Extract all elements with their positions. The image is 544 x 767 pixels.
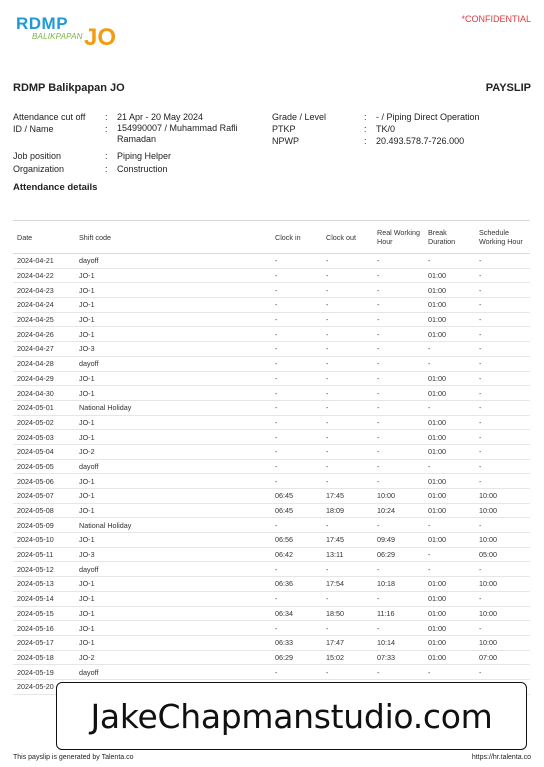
table-cell: 01:00 bbox=[424, 415, 475, 430]
table-cell: 01:00 bbox=[424, 444, 475, 459]
table-cell: - bbox=[373, 591, 424, 606]
table-cell: 2024-05-20 bbox=[13, 679, 75, 694]
table-cell: 2024-04-29 bbox=[13, 371, 75, 386]
table-cell: 2024-04-24 bbox=[13, 298, 75, 313]
table-cell: JO-1 bbox=[75, 577, 271, 592]
logo-text-rdmp: RDMP bbox=[16, 14, 69, 33]
table-cell: JO-1 bbox=[75, 327, 271, 342]
table-cell: 10:00 bbox=[475, 503, 530, 518]
table-cell: JO-1 bbox=[75, 503, 271, 518]
column-header: Clock in bbox=[271, 221, 322, 254]
ptkp-label: PTKP bbox=[272, 124, 296, 134]
table-cell: 01:00 bbox=[424, 635, 475, 650]
table-cell: 2024-05-14 bbox=[13, 591, 75, 606]
table-cell: - bbox=[475, 621, 530, 636]
table-cell: JO-1 bbox=[75, 621, 271, 636]
table-cell: - bbox=[424, 400, 475, 415]
table-cell: - bbox=[475, 386, 530, 401]
table-cell: - bbox=[271, 591, 322, 606]
table-cell: dayoff bbox=[75, 254, 271, 269]
table-cell: - bbox=[271, 342, 322, 357]
colon: : bbox=[105, 112, 108, 122]
table-row bbox=[13, 298, 530, 313]
table-cell: - bbox=[475, 430, 530, 445]
table-cell: - bbox=[373, 518, 424, 533]
table-cell: - bbox=[271, 415, 322, 430]
table-cell: - bbox=[322, 327, 373, 342]
table-cell: - bbox=[424, 254, 475, 269]
table-cell: 10:18 bbox=[373, 577, 424, 592]
table-cell: National Holiday bbox=[75, 400, 271, 415]
table-cell: - bbox=[475, 312, 530, 327]
table-cell: JO-1 bbox=[75, 430, 271, 445]
table-cell: 06:36 bbox=[271, 577, 322, 592]
id-row bbox=[13, 123, 273, 150]
table-cell: - bbox=[271, 327, 322, 342]
table-cell: 01:00 bbox=[424, 268, 475, 283]
table-cell: - bbox=[475, 400, 530, 415]
table-cell: - bbox=[373, 430, 424, 445]
id-value: 154990007 / Muhammad Rafli Ramadan bbox=[117, 123, 238, 144]
npwp-value: 20.493.578.7-726.000 bbox=[376, 136, 465, 146]
table-cell: dayoff bbox=[75, 562, 271, 577]
table-cell: - bbox=[373, 312, 424, 327]
grade-value: - / Piping Direct Operation bbox=[376, 112, 480, 122]
attendance-table-body bbox=[13, 254, 530, 695]
table-cell: - bbox=[322, 268, 373, 283]
logo-text-jo: JO bbox=[84, 24, 117, 51]
table-cell: - bbox=[424, 547, 475, 562]
org-value: Construction bbox=[117, 164, 168, 174]
table-cell: 10:14 bbox=[373, 635, 424, 650]
table-cell: - bbox=[475, 474, 530, 489]
table-cell: 10:00 bbox=[373, 489, 424, 504]
table-cell: 01:00 bbox=[424, 474, 475, 489]
table-cell: 06:45 bbox=[271, 489, 322, 504]
table-cell: - bbox=[271, 356, 322, 371]
table-cell: 2024-04-27 bbox=[13, 342, 75, 357]
table-cell: - bbox=[475, 591, 530, 606]
table-cell: JO-1 bbox=[75, 474, 271, 489]
table-cell: 2024-05-04 bbox=[13, 444, 75, 459]
table-cell: - bbox=[271, 444, 322, 459]
table-row bbox=[13, 489, 530, 504]
table-cell: 09:49 bbox=[373, 533, 424, 548]
table-row bbox=[13, 327, 530, 342]
table-cell: 10:24 bbox=[373, 503, 424, 518]
table-cell: - bbox=[322, 562, 373, 577]
table-cell: JO-1 bbox=[75, 533, 271, 548]
table-row bbox=[13, 503, 530, 518]
table-cell: - bbox=[322, 312, 373, 327]
logo-text-balikpapan: BALIKPAPAN bbox=[32, 32, 83, 41]
table-cell: 2024-05-06 bbox=[13, 474, 75, 489]
table-cell: - bbox=[424, 356, 475, 371]
table-row bbox=[13, 518, 530, 533]
table-cell: - bbox=[373, 562, 424, 577]
table-cell: 2024-04-23 bbox=[13, 283, 75, 298]
table-cell: - bbox=[271, 298, 322, 313]
table-cell: - bbox=[322, 386, 373, 401]
table-cell: - bbox=[373, 665, 424, 680]
table-cell: - bbox=[271, 621, 322, 636]
table-cell: JO-1 bbox=[75, 489, 271, 504]
table-row bbox=[13, 577, 530, 592]
table-row bbox=[13, 342, 530, 357]
table-cell: JO-1 bbox=[75, 386, 271, 401]
org-row bbox=[13, 163, 273, 175]
table-cell: 10:00 bbox=[475, 533, 530, 548]
table-cell: - bbox=[271, 371, 322, 386]
table-row bbox=[13, 533, 530, 548]
table-row bbox=[13, 665, 530, 680]
cutoff-row bbox=[13, 111, 273, 123]
table-cell: 18:50 bbox=[322, 606, 373, 621]
table-cell: - bbox=[424, 342, 475, 357]
table-cell: - bbox=[475, 459, 530, 474]
table-cell: - bbox=[475, 444, 530, 459]
table-cell: - bbox=[373, 444, 424, 459]
table-cell: dayoff bbox=[75, 459, 271, 474]
table-cell: - bbox=[322, 400, 373, 415]
table-cell: 01:00 bbox=[424, 430, 475, 445]
colon: : bbox=[364, 112, 367, 122]
table-cell: 07:33 bbox=[373, 650, 424, 665]
table-row bbox=[13, 591, 530, 606]
table-cell: - bbox=[373, 298, 424, 313]
table-cell: JO-2 bbox=[75, 444, 271, 459]
table-cell: 2024-05-19 bbox=[13, 665, 75, 680]
watermark-banner: JakeChapmanstudio.com bbox=[56, 682, 527, 750]
table-cell: 06:56 bbox=[271, 533, 322, 548]
table-row bbox=[13, 415, 530, 430]
table-row bbox=[13, 547, 530, 562]
table-cell: JO-1 bbox=[75, 312, 271, 327]
table-cell: - bbox=[322, 518, 373, 533]
table-cell: 10:00 bbox=[475, 489, 530, 504]
table-cell: - bbox=[373, 459, 424, 474]
table-cell: - bbox=[475, 665, 530, 680]
table-cell: 06:33 bbox=[271, 635, 322, 650]
table-cell: - bbox=[322, 298, 373, 313]
table-cell: - bbox=[322, 371, 373, 386]
table-cell: 2024-05-03 bbox=[13, 430, 75, 445]
table-cell: 11:16 bbox=[373, 606, 424, 621]
table-cell: - bbox=[373, 356, 424, 371]
position-value: Piping Helper bbox=[117, 151, 172, 161]
table-cell: - bbox=[475, 356, 530, 371]
table-cell: 01:00 bbox=[424, 283, 475, 298]
table-cell: 10:00 bbox=[475, 577, 530, 592]
colon: : bbox=[105, 164, 108, 174]
table-cell: - bbox=[475, 298, 530, 313]
table-cell: 01:00 bbox=[424, 577, 475, 592]
table-row bbox=[13, 371, 530, 386]
table-row bbox=[13, 606, 530, 621]
table-cell: 01:00 bbox=[424, 621, 475, 636]
table-cell: - bbox=[475, 562, 530, 577]
table-cell: - bbox=[373, 386, 424, 401]
document-type: PAYSLIP bbox=[485, 82, 531, 94]
table-cell: - bbox=[373, 415, 424, 430]
table-cell: 17:54 bbox=[322, 577, 373, 592]
position-row bbox=[13, 150, 273, 162]
ptkp-value: TK/0 bbox=[376, 124, 396, 134]
table-cell: - bbox=[424, 518, 475, 533]
table-cell: - bbox=[373, 371, 424, 386]
table-cell: dayoff bbox=[75, 665, 271, 680]
table-cell: 2024-05-17 bbox=[13, 635, 75, 650]
table-cell: 06:34 bbox=[271, 606, 322, 621]
table-cell: 2024-05-18 bbox=[13, 650, 75, 665]
confidential-label: *CONFIDENTIAL bbox=[461, 14, 531, 24]
table-cell: JO-3 bbox=[75, 547, 271, 562]
table-cell: JO-1 bbox=[75, 415, 271, 430]
table-cell: - bbox=[475, 371, 530, 386]
table-cell: 2024-04-26 bbox=[13, 327, 75, 342]
table-cell: - bbox=[475, 254, 530, 269]
table-cell: 2024-05-05 bbox=[13, 459, 75, 474]
npwp-label: NPWP bbox=[272, 136, 299, 146]
table-cell: - bbox=[373, 283, 424, 298]
table-cell: 2024-04-30 bbox=[13, 386, 75, 401]
table-cell: 2024-04-22 bbox=[13, 268, 75, 283]
table-cell: 06:29 bbox=[271, 650, 322, 665]
table-cell: - bbox=[322, 356, 373, 371]
grade-row bbox=[272, 111, 532, 123]
table-cell: - bbox=[271, 665, 322, 680]
table-cell: 17:45 bbox=[322, 489, 373, 504]
table-cell: 01:00 bbox=[424, 386, 475, 401]
table-cell: 17:45 bbox=[322, 533, 373, 548]
table-cell: - bbox=[271, 283, 322, 298]
table-cell: 2024-05-08 bbox=[13, 503, 75, 518]
table-cell: 2024-05-13 bbox=[13, 577, 75, 592]
table-cell: - bbox=[424, 562, 475, 577]
column-header: Clock out bbox=[322, 221, 373, 254]
table-cell: 01:00 bbox=[424, 312, 475, 327]
cutoff-value: 21 Apr - 20 May 2024 bbox=[117, 112, 204, 122]
column-header: Shift code bbox=[75, 221, 271, 254]
table-cell: 2024-05-09 bbox=[13, 518, 75, 533]
table-row bbox=[13, 254, 530, 269]
table-cell: - bbox=[373, 621, 424, 636]
colon: : bbox=[364, 136, 367, 146]
table-row bbox=[13, 474, 530, 489]
table-cell: - bbox=[322, 430, 373, 445]
table-cell: - bbox=[271, 562, 322, 577]
grade-label: Grade / Level bbox=[272, 112, 327, 122]
table-row bbox=[13, 621, 530, 636]
table-cell: - bbox=[322, 459, 373, 474]
table-cell: - bbox=[322, 415, 373, 430]
table-cell: 01:00 bbox=[424, 489, 475, 504]
table-cell: 2024-04-28 bbox=[13, 356, 75, 371]
table-cell: - bbox=[322, 283, 373, 298]
position-label: Job position bbox=[13, 151, 62, 161]
employee-info-left bbox=[13, 111, 273, 175]
table-cell: 10:00 bbox=[475, 635, 530, 650]
column-header: Date bbox=[13, 221, 75, 254]
org-label: Organization bbox=[13, 164, 65, 174]
table-row bbox=[13, 400, 530, 415]
table-cell: - bbox=[373, 254, 424, 269]
table-cell: - bbox=[271, 430, 322, 445]
table-cell: - bbox=[322, 444, 373, 459]
table-row bbox=[13, 459, 530, 474]
column-header: Real Working Hour bbox=[373, 221, 424, 254]
cutoff-label: Attendance cut off bbox=[13, 112, 86, 122]
table-cell: 06:29 bbox=[373, 547, 424, 562]
table-header-row bbox=[13, 221, 530, 254]
table-cell: - bbox=[475, 327, 530, 342]
table-cell: JO-1 bbox=[75, 606, 271, 621]
table-row bbox=[13, 650, 530, 665]
colon: : bbox=[364, 124, 367, 134]
table-cell: JO-1 bbox=[75, 283, 271, 298]
table-cell: National Holiday bbox=[75, 518, 271, 533]
table-cell: 2024-05-01 bbox=[13, 400, 75, 415]
table-cell: - bbox=[322, 342, 373, 357]
attendance-table bbox=[13, 220, 530, 695]
table-cell: JO-1 bbox=[75, 268, 271, 283]
table-cell: - bbox=[271, 459, 322, 474]
table-cell: dayoff bbox=[75, 356, 271, 371]
table-row bbox=[13, 562, 530, 577]
table-cell: - bbox=[373, 342, 424, 357]
table-cell: 01:00 bbox=[424, 298, 475, 313]
table-cell: - bbox=[373, 327, 424, 342]
table-cell: - bbox=[271, 518, 322, 533]
table-cell: - bbox=[322, 665, 373, 680]
table-cell: 2024-04-21 bbox=[13, 254, 75, 269]
table-row bbox=[13, 430, 530, 445]
table-cell: 01:00 bbox=[424, 533, 475, 548]
table-cell: 05:00 bbox=[475, 547, 530, 562]
table-row bbox=[13, 283, 530, 298]
table-cell: 01:00 bbox=[424, 591, 475, 606]
table-cell: - bbox=[475, 342, 530, 357]
company-logo bbox=[16, 14, 126, 51]
table-cell: 01:00 bbox=[424, 371, 475, 386]
column-header: Schedule Working Hour bbox=[475, 221, 530, 254]
table-cell: - bbox=[271, 312, 322, 327]
footer-url: https://hr.talenta.co bbox=[471, 754, 531, 761]
table-cell: - bbox=[322, 621, 373, 636]
table-cell: - bbox=[271, 386, 322, 401]
table-cell: 17:47 bbox=[322, 635, 373, 650]
table-cell: - bbox=[322, 591, 373, 606]
table-cell: 2024-05-02 bbox=[13, 415, 75, 430]
table-cell: 01:00 bbox=[424, 650, 475, 665]
ptkp-row bbox=[272, 123, 532, 135]
table-cell: - bbox=[322, 254, 373, 269]
table-cell: 2024-05-12 bbox=[13, 562, 75, 577]
table-cell: 06:42 bbox=[271, 547, 322, 562]
table-cell: 2024-05-16 bbox=[13, 621, 75, 636]
attendance-title: Attendance details bbox=[13, 182, 98, 193]
table-cell: 07:00 bbox=[475, 650, 530, 665]
table-cell: - bbox=[271, 268, 322, 283]
table-cell: 2024-05-07 bbox=[13, 489, 75, 504]
table-row bbox=[13, 356, 530, 371]
table-cell: - bbox=[424, 665, 475, 680]
table-row bbox=[13, 444, 530, 459]
table-cell: JO-1 bbox=[75, 591, 271, 606]
table-row bbox=[13, 635, 530, 650]
table-cell: - bbox=[271, 474, 322, 489]
table-cell: 2024-05-11 bbox=[13, 547, 75, 562]
table-cell: JO-3 bbox=[75, 342, 271, 357]
npwp-row bbox=[272, 135, 532, 147]
table-cell: - bbox=[475, 415, 530, 430]
table-row bbox=[13, 312, 530, 327]
table-cell: 15:02 bbox=[322, 650, 373, 665]
table-row bbox=[13, 386, 530, 401]
table-cell: 2024-05-10 bbox=[13, 533, 75, 548]
table-cell: - bbox=[322, 474, 373, 489]
table-cell: 18:09 bbox=[322, 503, 373, 518]
table-cell: - bbox=[373, 268, 424, 283]
table-cell: JO-1 bbox=[75, 635, 271, 650]
footer-generated-by: This payslip is generated by Talenta.co bbox=[13, 754, 134, 761]
colon: : bbox=[105, 124, 108, 134]
table-cell: - bbox=[373, 474, 424, 489]
table-cell: - bbox=[475, 283, 530, 298]
id-label: ID / Name bbox=[13, 124, 54, 134]
table-cell: - bbox=[271, 254, 322, 269]
table-cell: 13:11 bbox=[322, 547, 373, 562]
table-cell: JO-1 bbox=[75, 298, 271, 313]
colon: : bbox=[105, 151, 108, 161]
table-cell: - bbox=[475, 518, 530, 533]
table-cell: - bbox=[271, 400, 322, 415]
table-cell: 10:00 bbox=[475, 606, 530, 621]
company-name: RDMP Balikpapan JO bbox=[13, 82, 125, 94]
table-cell: - bbox=[424, 459, 475, 474]
column-header: Break Duration bbox=[424, 221, 475, 254]
table-cell: 2024-05-15 bbox=[13, 606, 75, 621]
table-cell: 01:00 bbox=[424, 503, 475, 518]
table-row bbox=[13, 268, 530, 283]
table-cell: JO-2 bbox=[75, 650, 271, 665]
table-cell: JO-1 bbox=[75, 371, 271, 386]
table-cell: - bbox=[475, 268, 530, 283]
table-cell: 01:00 bbox=[424, 606, 475, 621]
employee-info-right bbox=[272, 111, 532, 147]
table-cell: 2024-04-25 bbox=[13, 312, 75, 327]
table-cell: 06:45 bbox=[271, 503, 322, 518]
table-cell: - bbox=[373, 400, 424, 415]
table-cell: 01:00 bbox=[424, 327, 475, 342]
